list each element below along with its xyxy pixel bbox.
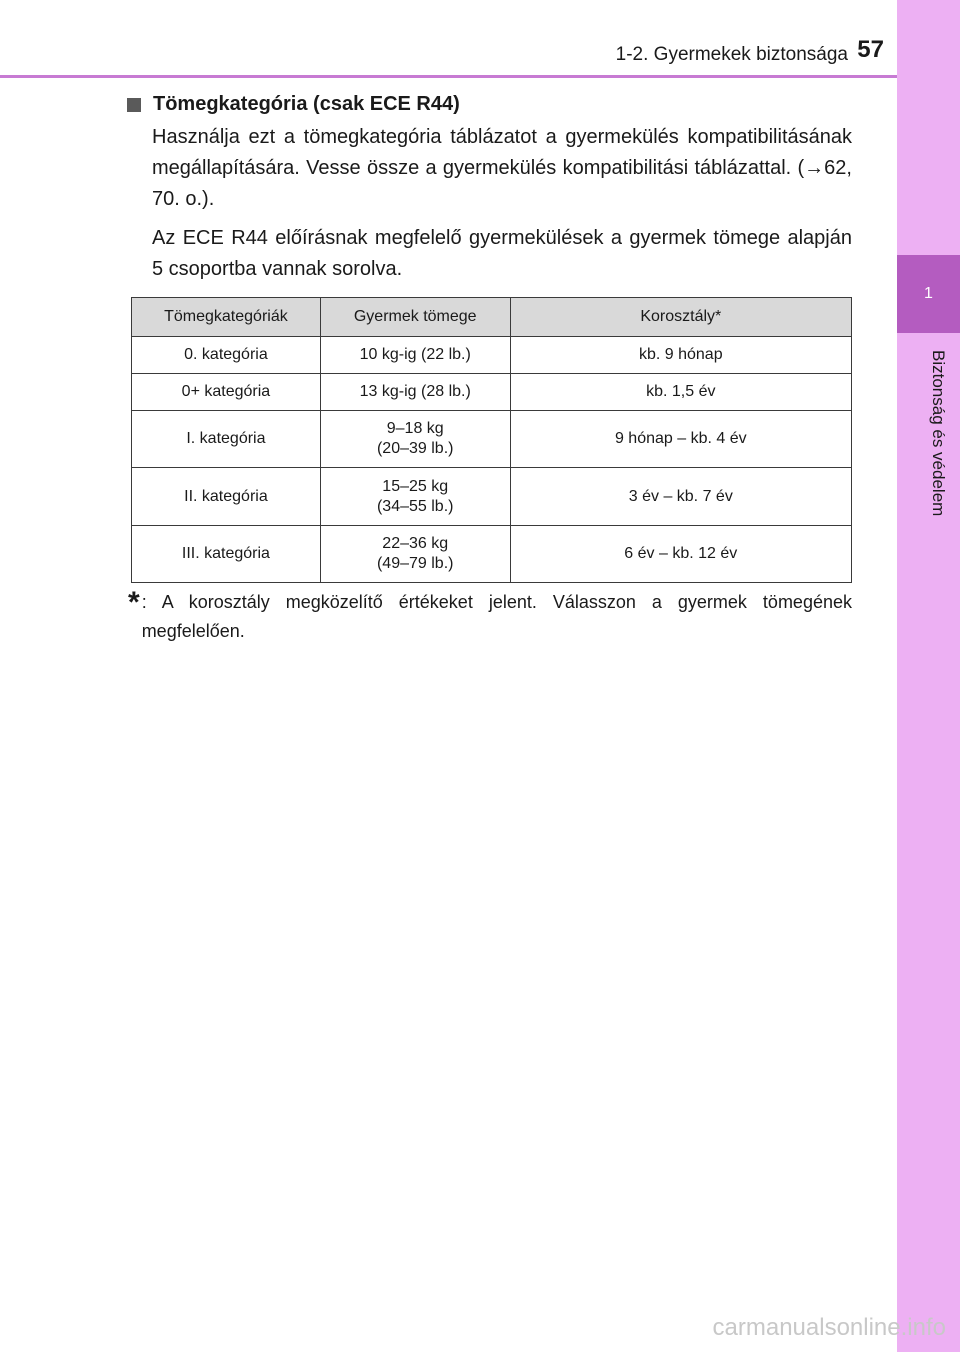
weight-value-lb: (20–39 lb.) [376,440,454,457]
age-cell: kb. 9 hónap [510,337,851,374]
header-weight-categories: Tömegkategóriák [132,298,321,337]
weight-cell [320,526,510,583]
category-cell: III. kategória [132,526,321,583]
chapter-title: Biztonság és védelem [929,350,948,517]
weight-cell [320,374,510,411]
weight-value-lb: (49–79 lb.) [376,555,454,572]
weight-category-table [131,297,852,583]
weight-cell [320,337,510,374]
weight-value: 9–18 kg [386,420,444,437]
age-cell: 6 év – kb. 12 év [510,526,851,583]
age-cell: 3 év – kb. 7 év [510,468,851,526]
category-cell: I. kategória [132,411,321,468]
running-header: 1-2. Gyermekek biztonsága [615,44,848,65]
footnote-asterisk: * [128,586,140,619]
groups-paragraph: Az ECE R44 előírásnak megfelelő gyermekülések a gyermek tömege alapján 5 csoportba vannak sorolva. [152,227,852,280]
weight-value: 15–25 kg [382,477,449,495]
page-number: 57 [857,36,884,63]
section-heading-text: Tömegkategória (csak ECE R44) [153,93,460,115]
header-age-group: Korosztály* [510,298,851,337]
table-row [132,374,852,411]
header-divider [0,75,897,78]
age-cell: 9 hónap – kb. 4 év [510,411,851,468]
category-cell: 0+ kategória [132,374,321,411]
table-row [132,468,852,526]
weight-cell [320,411,510,468]
weight-value: 22–36 kg [382,535,449,552]
table-row [132,411,852,468]
intro-paragraph: Használja ezt a tömegkategória táblázatot a gyermekülés kompatibilitásának megállapítására. Vesse össze a gyermekülés kompatibilitási táblázattal. (→62, 70. o.). [152,126,852,210]
header-child-weight: Gyermek tömege [320,298,510,337]
weight-cell [320,468,510,526]
section-heading [127,93,460,116]
table-row [132,337,852,374]
table-row [132,526,852,583]
category-cell: 0. kategória [132,337,321,374]
table-footnote [128,588,852,646]
table-header-row [132,298,852,337]
weight-value: 10 kg-ig (22 lb.) [359,346,471,363]
age-cell: kb. 1,5 év [510,374,851,411]
chapter-number: 1 [897,255,960,333]
square-bullet-icon [127,98,141,112]
site-watermark: carmanualsonline.info [712,1314,946,1341]
category-cell: II. kategória [132,468,321,526]
weight-value: 13 kg-ig (28 lb.) [359,383,471,400]
footnote-text: : A korosztály megközelítő értékeket jelent. Válasszon a gyermek tömegének megfelelően. [141,592,852,641]
chapter-side-tab [897,0,960,1352]
weight-value-lb: (34–55 lb.) [376,497,454,515]
